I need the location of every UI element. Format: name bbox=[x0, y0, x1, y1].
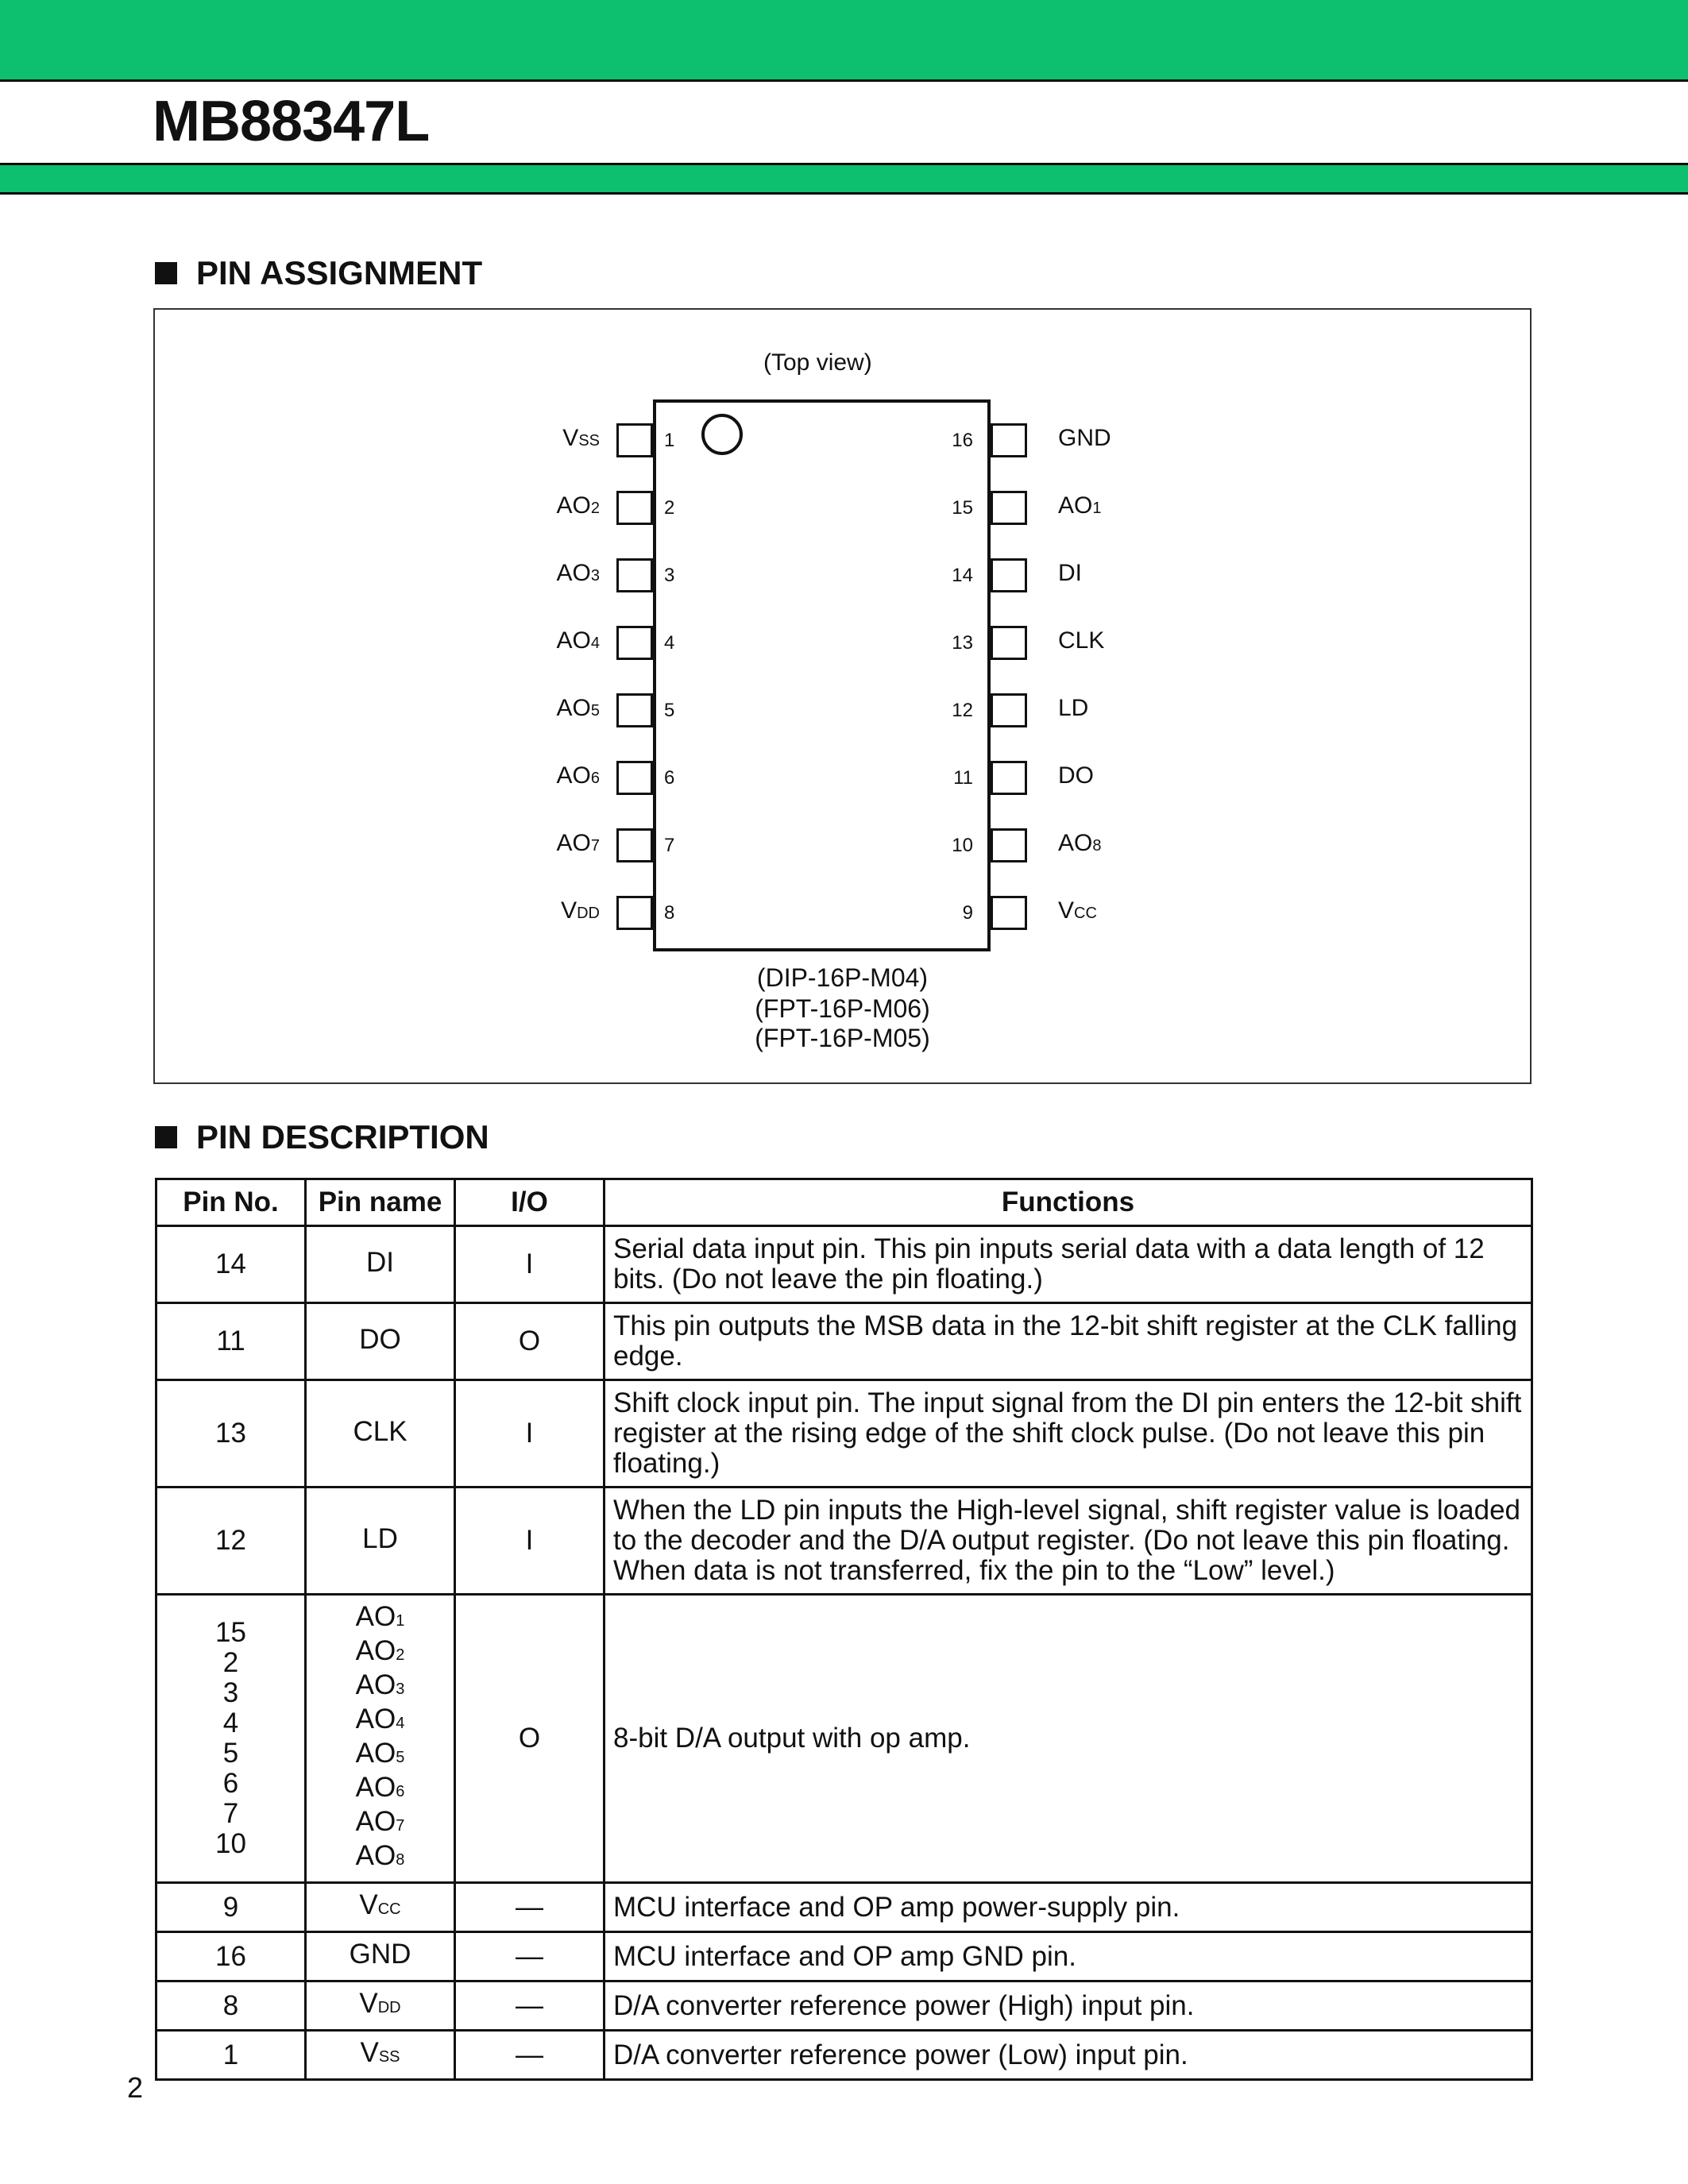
page-number: 2 bbox=[127, 2071, 144, 2104]
function-cell bbox=[605, 1303, 1532, 1380]
pin-name-text: CLK bbox=[353, 1415, 408, 1447]
table-row bbox=[156, 1380, 1532, 1488]
pin-name-label bbox=[1058, 492, 1101, 519]
pin-name-cell bbox=[306, 1303, 455, 1380]
pin-name-text: AO bbox=[1058, 830, 1093, 856]
pin-number-cell bbox=[156, 1595, 306, 1883]
pin-number: 9 bbox=[962, 902, 973, 924]
pin-number: 3 bbox=[664, 565, 675, 586]
pin-name-text: CLK bbox=[1058, 627, 1105, 654]
pin-name-text: DI bbox=[366, 1246, 394, 1278]
pin-name-subscript: 7 bbox=[396, 1817, 405, 1835]
pin-name-text: AO bbox=[355, 1738, 396, 1769]
function-line: MCU interface and OP amp power-supply pin. bbox=[613, 1891, 1180, 1923]
pin-name-subscript: 4 bbox=[396, 1715, 405, 1732]
header-band-bottom bbox=[0, 163, 1688, 195]
pin-name-text: AO bbox=[355, 1704, 396, 1734]
pin-number-value: 16 bbox=[215, 1940, 246, 1972]
pin-number-value: 8 bbox=[222, 1989, 239, 2021]
column-header: I/O bbox=[455, 1179, 605, 1226]
pin-lead bbox=[616, 423, 653, 457]
function-line: When the LD pin inputs the High-level signal, shift register value is loaded bbox=[613, 1495, 1521, 1526]
pin-name-text: AO bbox=[556, 830, 591, 856]
pin-name-label bbox=[1058, 762, 1094, 789]
function-line: When data is not transferred, fix the pin to the “Low” level.) bbox=[613, 1555, 1335, 1586]
pin-name-text: V bbox=[562, 425, 579, 451]
pin-name-subscript: DD bbox=[377, 1999, 401, 2016]
pin-name-subscript: 5 bbox=[590, 702, 600, 720]
pin-name-value bbox=[315, 1738, 446, 1773]
pin-name-cell bbox=[306, 2031, 455, 2080]
pin-name-label bbox=[504, 492, 600, 519]
pin-lead bbox=[991, 491, 1027, 525]
function-line: This pin outputs the MSB data in the 12-bit shift register at the CLK falling bbox=[613, 1310, 1518, 1341]
pin-description-table bbox=[155, 1178, 1533, 2081]
table-row bbox=[156, 1883, 1532, 1932]
pin-name-text: V bbox=[360, 2037, 379, 2068]
function-cell bbox=[605, 2031, 1532, 2080]
io-cell: I bbox=[455, 1488, 605, 1595]
pin-name-label bbox=[504, 627, 600, 654]
pin-assignment-diagram bbox=[153, 308, 1532, 1084]
pin-name-subscript: 1 bbox=[1092, 500, 1102, 517]
function-cell bbox=[605, 1595, 1532, 1883]
pin-number: 10 bbox=[952, 835, 973, 856]
function-cell bbox=[605, 1380, 1532, 1488]
pin-name-subscript: SS bbox=[578, 432, 600, 450]
function-line: Shift clock input pin. The input signal from the DI pin enters the 12-bit shift bbox=[613, 1387, 1522, 1418]
table-row bbox=[156, 1981, 1532, 2031]
pin-number-value: 11 bbox=[216, 1325, 245, 1356]
pin-lead bbox=[991, 558, 1027, 592]
pin-description-heading-text: PIN DESCRIPTION bbox=[196, 1118, 489, 1156]
pin-name-value bbox=[315, 2038, 446, 2072]
io-cell: — bbox=[455, 2031, 605, 2080]
pin-name-value bbox=[315, 1417, 446, 1451]
pin-lead bbox=[616, 626, 653, 660]
pin-name-text: V bbox=[359, 1988, 378, 2019]
pin-number-cell bbox=[156, 2031, 306, 2080]
pin-name-cell bbox=[306, 1380, 455, 1488]
io-cell: I bbox=[455, 1226, 605, 1303]
pin-number-value: 3 bbox=[222, 1677, 239, 1708]
pin-name-label bbox=[1058, 425, 1111, 452]
pin-number: 14 bbox=[952, 565, 973, 586]
package-label: (DIP-16P-M04) bbox=[756, 963, 929, 992]
pin-number-cell bbox=[156, 1303, 306, 1380]
pin-name-value bbox=[315, 1841, 446, 1875]
pin-name-text: V bbox=[561, 897, 577, 924]
pin-name-label bbox=[1058, 560, 1082, 587]
pin-name-label bbox=[504, 830, 600, 857]
pin-name-text: AO bbox=[1058, 492, 1093, 519]
pin-name-text: LD bbox=[362, 1522, 398, 1554]
pin-lead bbox=[616, 558, 653, 592]
pin-name-label bbox=[504, 425, 600, 452]
io-cell: O bbox=[455, 1595, 605, 1883]
pin-lead bbox=[991, 896, 1027, 930]
pin-number-value: 2 bbox=[222, 1647, 239, 1678]
pin-number-cell bbox=[156, 1380, 306, 1488]
pin-name-subscript: 5 bbox=[396, 1749, 405, 1766]
pin-name-value bbox=[315, 1773, 446, 1807]
pin-name-value bbox=[315, 1989, 446, 2023]
function-line: edge. bbox=[613, 1341, 683, 1372]
pin-name-text: AO bbox=[556, 560, 591, 586]
pin-number: 11 bbox=[953, 767, 973, 789]
pin-number: 12 bbox=[952, 700, 973, 721]
pin-number-cell bbox=[156, 1932, 306, 1981]
pin-lead bbox=[991, 693, 1027, 727]
pin-lead bbox=[616, 761, 653, 795]
pin-assignment-heading bbox=[155, 254, 482, 292]
column-header: Functions bbox=[605, 1179, 1532, 1226]
header-band-top bbox=[0, 0, 1688, 82]
pin-number-value: 6 bbox=[222, 1768, 239, 1799]
pin-number: 8 bbox=[664, 902, 675, 924]
table-row bbox=[156, 1303, 1532, 1380]
pin-name-subscript: 6 bbox=[396, 1783, 405, 1800]
column-header: Pin No. bbox=[156, 1179, 306, 1226]
pin-number-value: 10 bbox=[215, 1828, 246, 1859]
io-cell: O bbox=[455, 1303, 605, 1380]
pin-name-subscript: 2 bbox=[396, 1646, 405, 1664]
pin-name-subscript: 8 bbox=[1092, 837, 1102, 855]
io-cell: I bbox=[455, 1380, 605, 1488]
pin-name-text: DO bbox=[359, 1323, 401, 1355]
square-bullet-icon bbox=[155, 262, 177, 284]
function-cell bbox=[605, 1981, 1532, 2031]
pin-name-value bbox=[315, 1602, 446, 1636]
pin-name-subscript: 1 bbox=[396, 1612, 405, 1630]
top-view-label: (Top view) bbox=[763, 349, 872, 376]
pin-name-text: AO bbox=[556, 762, 591, 789]
pin-lead bbox=[616, 491, 653, 525]
pin-name-value bbox=[315, 1670, 446, 1704]
function-line: floating.) bbox=[613, 1448, 720, 1479]
pin-name-text: AO bbox=[355, 1601, 396, 1632]
pin-name-value bbox=[315, 1704, 446, 1738]
pin-number-value: 9 bbox=[222, 1891, 239, 1923]
pin-name-text: AO bbox=[556, 627, 591, 654]
pin-number: 4 bbox=[664, 632, 675, 654]
package-label: (FPT-16P-M05) bbox=[755, 1024, 930, 1052]
pin-name-text: V bbox=[1058, 897, 1075, 924]
io-cell: — bbox=[455, 1883, 605, 1932]
pin-name-label bbox=[1058, 897, 1097, 924]
table-body bbox=[156, 1226, 1532, 2080]
pin-name-cell bbox=[306, 1595, 455, 1883]
pin-name-text: AO bbox=[355, 1806, 396, 1837]
pin-number-cell bbox=[156, 1488, 306, 1595]
pin-lead bbox=[991, 626, 1027, 660]
pin-name-text: GND bbox=[349, 1939, 411, 1970]
function-line: to the decoder and the D/A output register. (Do not leave this pin floating. bbox=[613, 1525, 1510, 1556]
pin-lead bbox=[991, 423, 1027, 457]
pin-name-label bbox=[504, 695, 600, 722]
pin-name-subscript: 3 bbox=[590, 567, 600, 585]
table-row bbox=[156, 1932, 1532, 1981]
function-line: register at the rising edge of the shift clock pulse. (Do not leave this pin bbox=[613, 1418, 1485, 1449]
pin-name-value bbox=[315, 1807, 446, 1841]
package-label: (FPT-16P-M06) bbox=[755, 994, 930, 1023]
pin-name-label bbox=[504, 560, 600, 587]
pin-name-cell bbox=[306, 1488, 455, 1595]
pin-number: 5 bbox=[664, 700, 675, 721]
pin-name-value bbox=[315, 1890, 446, 1924]
pin-name-subscript: SS bbox=[378, 2048, 400, 2066]
pin-name-value bbox=[315, 1524, 446, 1558]
pin-number: 2 bbox=[664, 497, 675, 519]
pin-number-value: 4 bbox=[222, 1707, 239, 1738]
pin-name-text: V bbox=[359, 1889, 378, 1920]
function-cell bbox=[605, 1932, 1532, 1981]
square-bullet-icon bbox=[155, 1126, 177, 1148]
pin-name-cell bbox=[306, 1226, 455, 1303]
pin-number: 15 bbox=[952, 497, 973, 519]
table-row bbox=[156, 2031, 1532, 2080]
function-line: Serial data input pin. This pin inputs serial data with a data length of 12 bbox=[613, 1233, 1485, 1264]
pin-name-subscript: 8 bbox=[396, 1851, 405, 1869]
pin-number: 1 bbox=[664, 430, 675, 451]
table-header-row bbox=[156, 1179, 1532, 1226]
pin-name-label bbox=[1058, 627, 1104, 654]
pin-name-subscript: DD bbox=[577, 905, 600, 922]
pin-name-subscript: 2 bbox=[590, 500, 600, 517]
pin-number: 7 bbox=[664, 835, 675, 856]
io-cell: — bbox=[455, 1932, 605, 1981]
function-cell bbox=[605, 1883, 1532, 1932]
table-row bbox=[156, 1595, 1532, 1883]
pin-name-subscript: 4 bbox=[590, 635, 600, 652]
pin-number-cell bbox=[156, 1883, 306, 1932]
pin-name-subscript: CC bbox=[377, 1900, 401, 1918]
pin-lead bbox=[616, 896, 653, 930]
pin-name-label bbox=[1058, 695, 1088, 722]
pin-name-label bbox=[1058, 830, 1101, 857]
part-number-title: MB88347L bbox=[153, 90, 430, 153]
pin-lead bbox=[991, 828, 1027, 862]
function-cell bbox=[605, 1488, 1532, 1595]
function-line: MCU interface and OP amp GND pin. bbox=[613, 1940, 1076, 1972]
pin-name-subscript: 3 bbox=[396, 1680, 405, 1698]
io-cell: — bbox=[455, 1981, 605, 2031]
pin-number-value: 5 bbox=[222, 1738, 239, 1769]
pin-name-text: DO bbox=[1058, 762, 1094, 789]
pin-number-value: 13 bbox=[215, 1418, 246, 1449]
table-row bbox=[156, 1226, 1532, 1303]
pin-name-text: AO bbox=[355, 1635, 396, 1666]
function-line: bits. (Do not leave the pin floating.) bbox=[613, 1264, 1043, 1295]
pin-number-cell bbox=[156, 1981, 306, 2031]
pin-name-cell bbox=[306, 1981, 455, 2031]
pin-name-text: LD bbox=[1058, 695, 1089, 721]
pin-name-text: AO bbox=[355, 1669, 396, 1700]
pin-number-cell bbox=[156, 1226, 306, 1303]
pin-lead bbox=[616, 693, 653, 727]
pin-number: 13 bbox=[952, 632, 973, 654]
pin-assignment-heading-text: PIN ASSIGNMENT bbox=[196, 254, 483, 291]
pin-name-subscript: 7 bbox=[590, 837, 600, 855]
function-line: D/A converter reference power (High) input pin. bbox=[613, 1989, 1195, 2021]
pin-number-value: 14 bbox=[215, 1248, 246, 1279]
pin-name-text: AO bbox=[556, 695, 591, 721]
table-row bbox=[156, 1488, 1532, 1595]
function-line: 8-bit D/A output with op amp. bbox=[613, 1723, 971, 1754]
pin-name-label bbox=[504, 897, 600, 924]
pin-number-value: 1 bbox=[222, 2039, 239, 2070]
pin-name-subscript: 6 bbox=[590, 770, 600, 787]
column-header: Pin name bbox=[306, 1179, 455, 1226]
pin-number-value: 15 bbox=[215, 1617, 246, 1648]
pin-name-value bbox=[315, 1636, 446, 1670]
pin-number-value: 12 bbox=[215, 1525, 246, 1556]
pin-name-subscript: CC bbox=[1074, 905, 1097, 922]
pin-name-cell bbox=[306, 1932, 455, 1981]
pin-description-heading bbox=[155, 1118, 489, 1156]
pin-name-text: DI bbox=[1058, 560, 1082, 586]
ic-package-outline bbox=[653, 399, 991, 951]
function-cell bbox=[605, 1226, 1532, 1303]
pin-number: 6 bbox=[664, 767, 675, 789]
pin-name-text: AO bbox=[355, 1840, 396, 1871]
pin-name-text: AO bbox=[355, 1772, 396, 1803]
pin-name-text: GND bbox=[1058, 425, 1111, 451]
pin-lead bbox=[991, 761, 1027, 795]
pin-name-text: AO bbox=[556, 492, 591, 519]
pin-name-label bbox=[504, 762, 600, 789]
pin-name-cell bbox=[306, 1883, 455, 1932]
pin-number-value: 7 bbox=[222, 1798, 239, 1829]
pin1-notch-icon bbox=[701, 414, 743, 455]
pin-lead bbox=[616, 828, 653, 862]
pin-name-value bbox=[315, 1325, 446, 1359]
function-line: D/A converter reference power (Low) input pin. bbox=[613, 2039, 1188, 2070]
pin-name-value bbox=[315, 1939, 446, 1974]
pin-name-value bbox=[315, 1248, 446, 1282]
pin-number: 16 bbox=[952, 430, 973, 451]
